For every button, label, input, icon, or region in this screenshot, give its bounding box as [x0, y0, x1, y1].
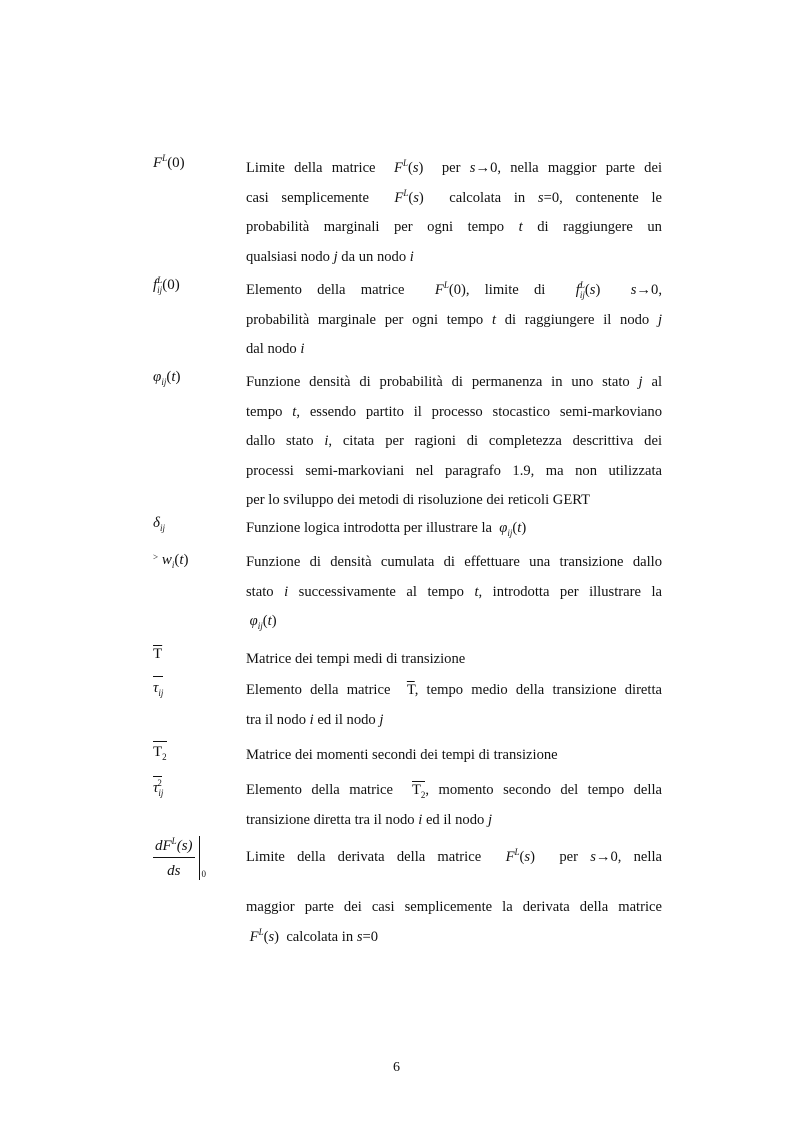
description-tau2: Elemento della matrice $T_2$, momento secondo del tempo della transizione diretta tra il nodo i ed il nodo j [246, 782, 662, 828]
description-FL0: Limite della matrice $F^L(s)$ per s→0, nella maggior parte dei casi semplicemente $F^L(s)$ calcolata in s=0, contenente le probabilità marginali per ogni tempo t di raggiungere un qualsiasi nodo j da un nodo i [246, 158, 662, 265]
symbol-tau2: $\tau_{ij}^2$ [153, 778, 164, 798]
symbol-derivative: $\frac{dF^L(s)}{ds}$ $_0$ [155, 835, 207, 880]
description-delta: Funzione logica introdotta per illustrare la $\varphi_{ij}(t)$ [246, 520, 527, 538]
description-derivative: Limite della derivata della matrice $F^L(s)$ per s→0, nella maggior parte dei casi semplicemente la derivata della matrice $F^L(s)$ calcolata in s=0 [246, 847, 662, 945]
symbol-delta: $\delta_{ij}$ [153, 515, 165, 533]
symbol-T: $\overline{T}$ [153, 646, 163, 662]
symbol-phi: $\varphi_{ij}(t)$ [153, 369, 181, 387]
symbol-wi: > $w_i(t)$ [153, 552, 189, 570]
symbol-tau: $\tau_{ij}$ [153, 676, 163, 697]
symbol-fijL0: $f_{ij}^L(0)$ [153, 275, 180, 295]
description-fijL0: Elemento della matrice $F^L(0)$, limite di $f_{ij}^L(s)$ s→0, probabilità marginale per ogni tempo t di raggiungere il nodo j dal nodo i [246, 280, 662, 357]
symbol-FL0: $F^L(0)$ [153, 153, 185, 171]
evaluation-bar [199, 836, 200, 880]
description-T2: Matrice dei momenti secondi dei tempi di transizione [246, 747, 558, 763]
description-phi: Funzione densità di probabilità di permanenza in uno stato j al tempo t, essendo partito il processo stocastico semi-markoviano dallo stato i, citata per ragioni di completezza descrittiva dei processi semi-markoviani nel paragrafo 1.9, ma non utilizzata per lo sviluppo dei metodi di risoluzione dei reticoli GERT [246, 374, 663, 508]
page-number: 6 [393, 1060, 400, 1075]
description-tau: Elemento della matrice $\overline{T}$, tempo medio della transizione diretta tra il nodo i ed il nodo j [246, 682, 662, 728]
derivative-fraction: $\frac{dF^L(s)}{ds}$ [155, 835, 193, 879]
description-T: Matrice dei tempi medi di transizione [246, 651, 466, 667]
symbol-T2: $T_2$ [153, 741, 167, 761]
description-wi: Funzione di densità cumulata di effettuare una transizione dallo stato i successivamente al tempo t, introdotta per illustrare la $\varphi_{ij}(t)$ [246, 554, 662, 631]
